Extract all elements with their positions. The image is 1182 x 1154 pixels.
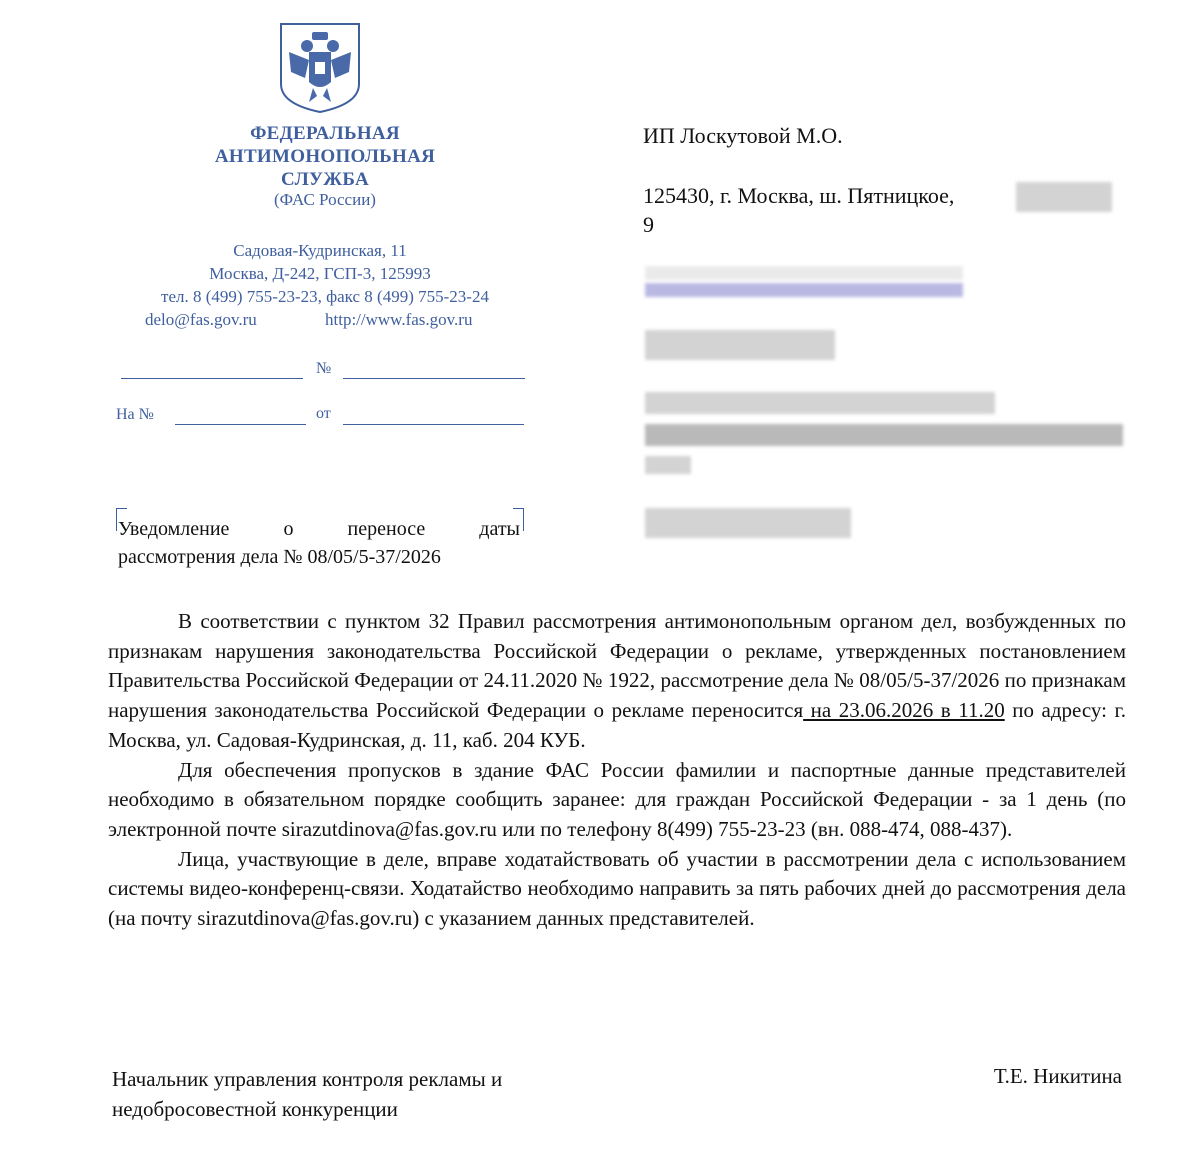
position-line-2: недобросовестной конкуренции: [112, 1097, 398, 1121]
signatory-position: [112, 1064, 502, 1124]
body-paragraph-1-address: по адресу: г. Москва, ул. Садовая-Кудринская, д. 11, каб. 204 КУБ.: [108, 698, 1126, 752]
redacted-line: [645, 392, 995, 414]
org-address-city: Москва, Д-242, ГСП-3, 125993: [209, 264, 431, 283]
body-paragraph-1-text: В соответствии с пунктом 32 Правил рассмотрения антимонопольным органом дел, возбужденных по признакам нарушения законодательства Российской Федерации о рекламе, утвержденных постановлением Правительства Российской Федерации от 24.11.2020 № 1922, рассмотрение дела № 08/05/5-37/2026 по признакам нарушения законодательства Российской Федерации о рекламе переносится: [108, 609, 1126, 723]
redacted-line: [645, 424, 1123, 446]
redacted-line: [645, 456, 691, 474]
body-paragraph-1: [108, 607, 1126, 756]
hearing-date-time: на 23.06.2026 в 11.20: [803, 698, 1005, 723]
body-paragraph-3: Лица, участвующие в деле, вправе ходатайствовать об участии в рассмотрении дела с использованием системы видео-конференц-связи. Ходатайство необходимо направить за пять рабочих дней до рассмотрения дела (на почту sirazutdinova@fas.gov.ru) с указанием данных представителей.: [108, 846, 1126, 931]
organization-name: [196, 122, 454, 191]
subject-line-1: Уведомление о переносе даты: [118, 518, 520, 540]
coat-of-arms-icon: [279, 22, 361, 114]
org-email: delo@fas.gov.ru: [145, 310, 257, 329]
org-address-street: Садовая-Кудринская, 11: [233, 241, 407, 260]
recipient-address: 125430, г. Москва, ш. Пятницкое,: [643, 183, 955, 208]
org-phone-fax: тел. 8 (499) 755-23-23, факс 8 (499) 755-23-24: [161, 287, 489, 306]
signatory-name: Т.Е. Никитина: [993, 1064, 1122, 1088]
letter-body: [108, 607, 1126, 934]
org-line-2: АНТИМОНОПОЛЬНАЯ: [214, 146, 436, 167]
org-line-1: ФЕДЕРАЛЬНАЯ: [250, 123, 400, 144]
org-line-3: СЛУЖБА: [281, 169, 369, 190]
body-paragraph-2: Для обеспечения пропусков в здание ФАС России фамилии и паспортные данные представителей необходимо в обязательном порядке сообщить заранее: для граждан Российской Федерации - за 1 день (по электронной почте sirazutdinova@fas.gov.ru или по телефону 8(499) 755-23-23 (вн. 088-474, 088-437).: [108, 757, 1126, 841]
subject-line-2: рассмотрения дела № 08/05/5-37/2026: [118, 546, 441, 568]
recipient-name: ИП Лоскутовой М.О.: [643, 123, 843, 148]
position-line-1: Начальник управления контроля рекламы и: [112, 1067, 503, 1091]
redacted-line: [645, 508, 851, 538]
org-short-name: (ФАС России): [274, 190, 376, 209]
reply-number-line: [175, 424, 306, 425]
redacted-house-number: [1016, 182, 1112, 212]
recipient-address-suffix: 9: [643, 212, 654, 237]
outgoing-date-line: [343, 378, 525, 379]
in-reply-label: На №: [116, 406, 154, 423]
outgoing-number-line: [121, 378, 303, 379]
redacted-email: [645, 283, 963, 297]
reply-date-line: [343, 424, 524, 425]
redacted-line: [645, 330, 835, 360]
org-website: http://www.fas.gov.ru: [325, 310, 473, 329]
number-label: №: [316, 360, 332, 377]
from-label: от: [316, 405, 331, 422]
redacted-email-top: [645, 266, 963, 280]
